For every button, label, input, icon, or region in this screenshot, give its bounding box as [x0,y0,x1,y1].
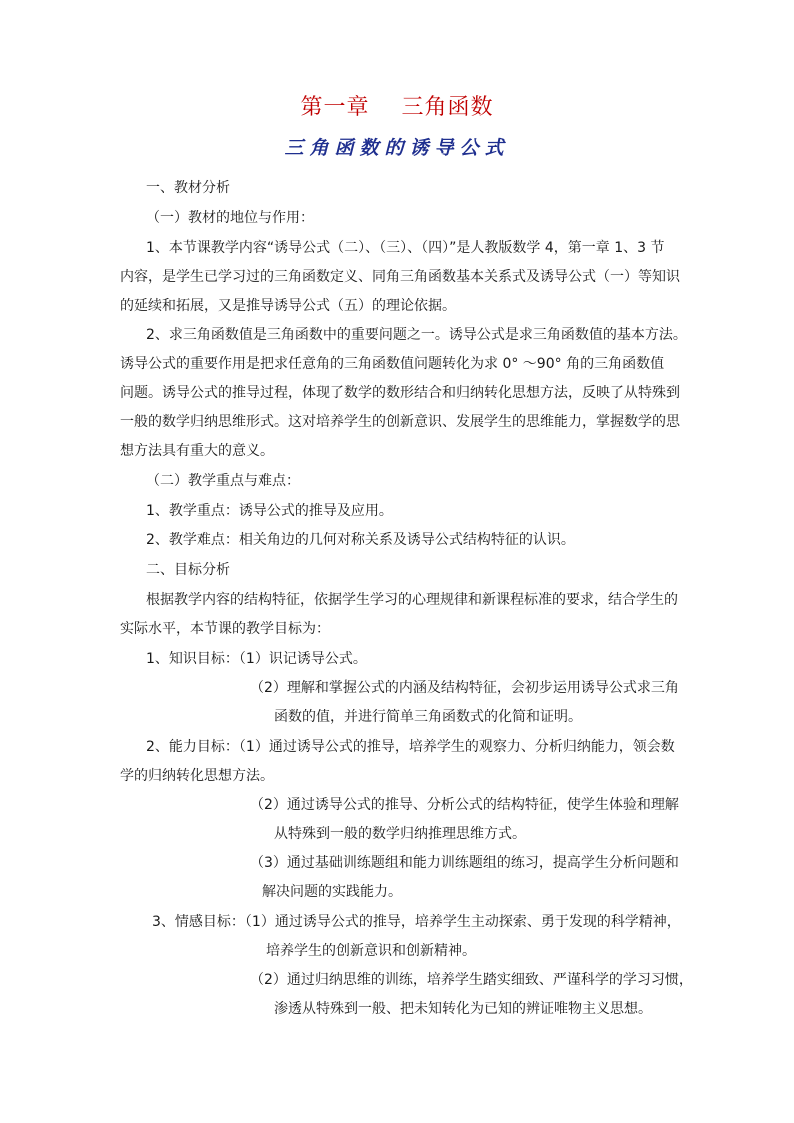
paragraph-line: 问题。诱导公式的推导过程，体现了数学的数形结合和归纳转化思想方法，反映了从特殊到 [120,385,680,401]
paragraph-line: 一般的数学归纳思维形式。这对培养学生的创新意识、发展学生的思维能力，掌握数学的思 [120,414,680,430]
ability-goal-cont: 学的归纳转化思想方法。 [120,768,274,784]
subsection-role: （一）教材的地位与作用： [146,210,314,226]
chapter-title [0,93,794,123]
knowledge-goal-2: （2）理解和掌握公式的内涵及结构特征，会初步运用诱导公式求三角 [250,680,679,696]
difficulty-item: 2、教学难点：相关角边的几何对称关系及诱导公式结构特征的认识。 [146,532,575,548]
paragraph-line: 诱导公式的重要作用是把求任意角的三角函数值问题转化为求 0° ～90° 角的三角函数值 [120,356,665,372]
section-heading-materials: 一、教材分析 [146,180,230,196]
section-heading-goals: 二、目标分析 [146,562,230,578]
ability-goal: 2、能力目标：（1）通过诱导公式的推导，培养学生的观察力、分析归纳能力，领会数 [146,739,675,755]
paragraph-line: 2、求三角函数值是三角函数中的重要问题之一。诱导公式是求三角函数值的基本方法。 [146,327,687,343]
lesson-subtitle: 三角函数的诱导公式 [284,137,510,159]
paragraph-line: 实际水平，本节课的教学目标为： [120,621,330,637]
ability-goal-3-cont: 解决问题的实践能力。 [262,884,402,900]
ability-goal-3: （3）通过基础训练题组和能力训练题组的练习，提高学生分析问题和 [250,855,679,871]
key-point-item: 1、教学重点：诱导公式的推导及应用。 [146,503,393,519]
chapter-topic: 三角函数 [401,95,494,120]
emotion-goal-2-cont: 渗透从特殊到一般、把未知转化为已知的辨证唯物主义思想。 [274,1001,652,1017]
paragraph-line: 想方法具有重大的意义。 [120,443,274,459]
paragraph-line: 内容，是学生已学习过的三角函数定义、同角三角函数基本关系式及诱导公式（一）等知识 [120,269,680,285]
ability-goal-2-cont: 从特殊到一般的数学归纳推理思维方式。 [274,826,526,842]
emotion-goal-2: （2）通过归纳思维的训练，培养学生踏实细致、严谨科学的学习习惯， [250,972,693,988]
ability-goal-2: （2）通过诱导公式的推导、分析公式的结构特征，使学生体验和理解 [250,797,679,813]
knowledge-goal-2-cont: 函数的值，并进行简单三角函数式的化简和证明。 [274,709,582,725]
paragraph-line: 1、本节课教学内容“诱导公式（二）、（三）、（四）”是人教版数学 4，第一章 1、3 节 [146,240,665,256]
emotion-goal: 3、情感目标：（1）通过诱导公式的推导，培养学生主动探索、勇于发现的科学精神， [152,914,681,930]
knowledge-goal: 1、知识目标：（1）识记诱导公式。 [146,651,367,667]
subsection-key-points: （二）教学重点与难点： [146,473,300,489]
paragraph-line: 根据教学内容的结构特征，依据学生学习的心理规律和新课程标准的要求，结合学生的 [146,592,678,608]
emotion-goal-cont: 培养学生的创新意识和创新精神。 [266,943,476,959]
paragraph-line: 的延续和拓展，又是推导诱导公式（五）的理论依据。 [120,298,456,314]
chapter-number: 第一章 [300,95,370,120]
